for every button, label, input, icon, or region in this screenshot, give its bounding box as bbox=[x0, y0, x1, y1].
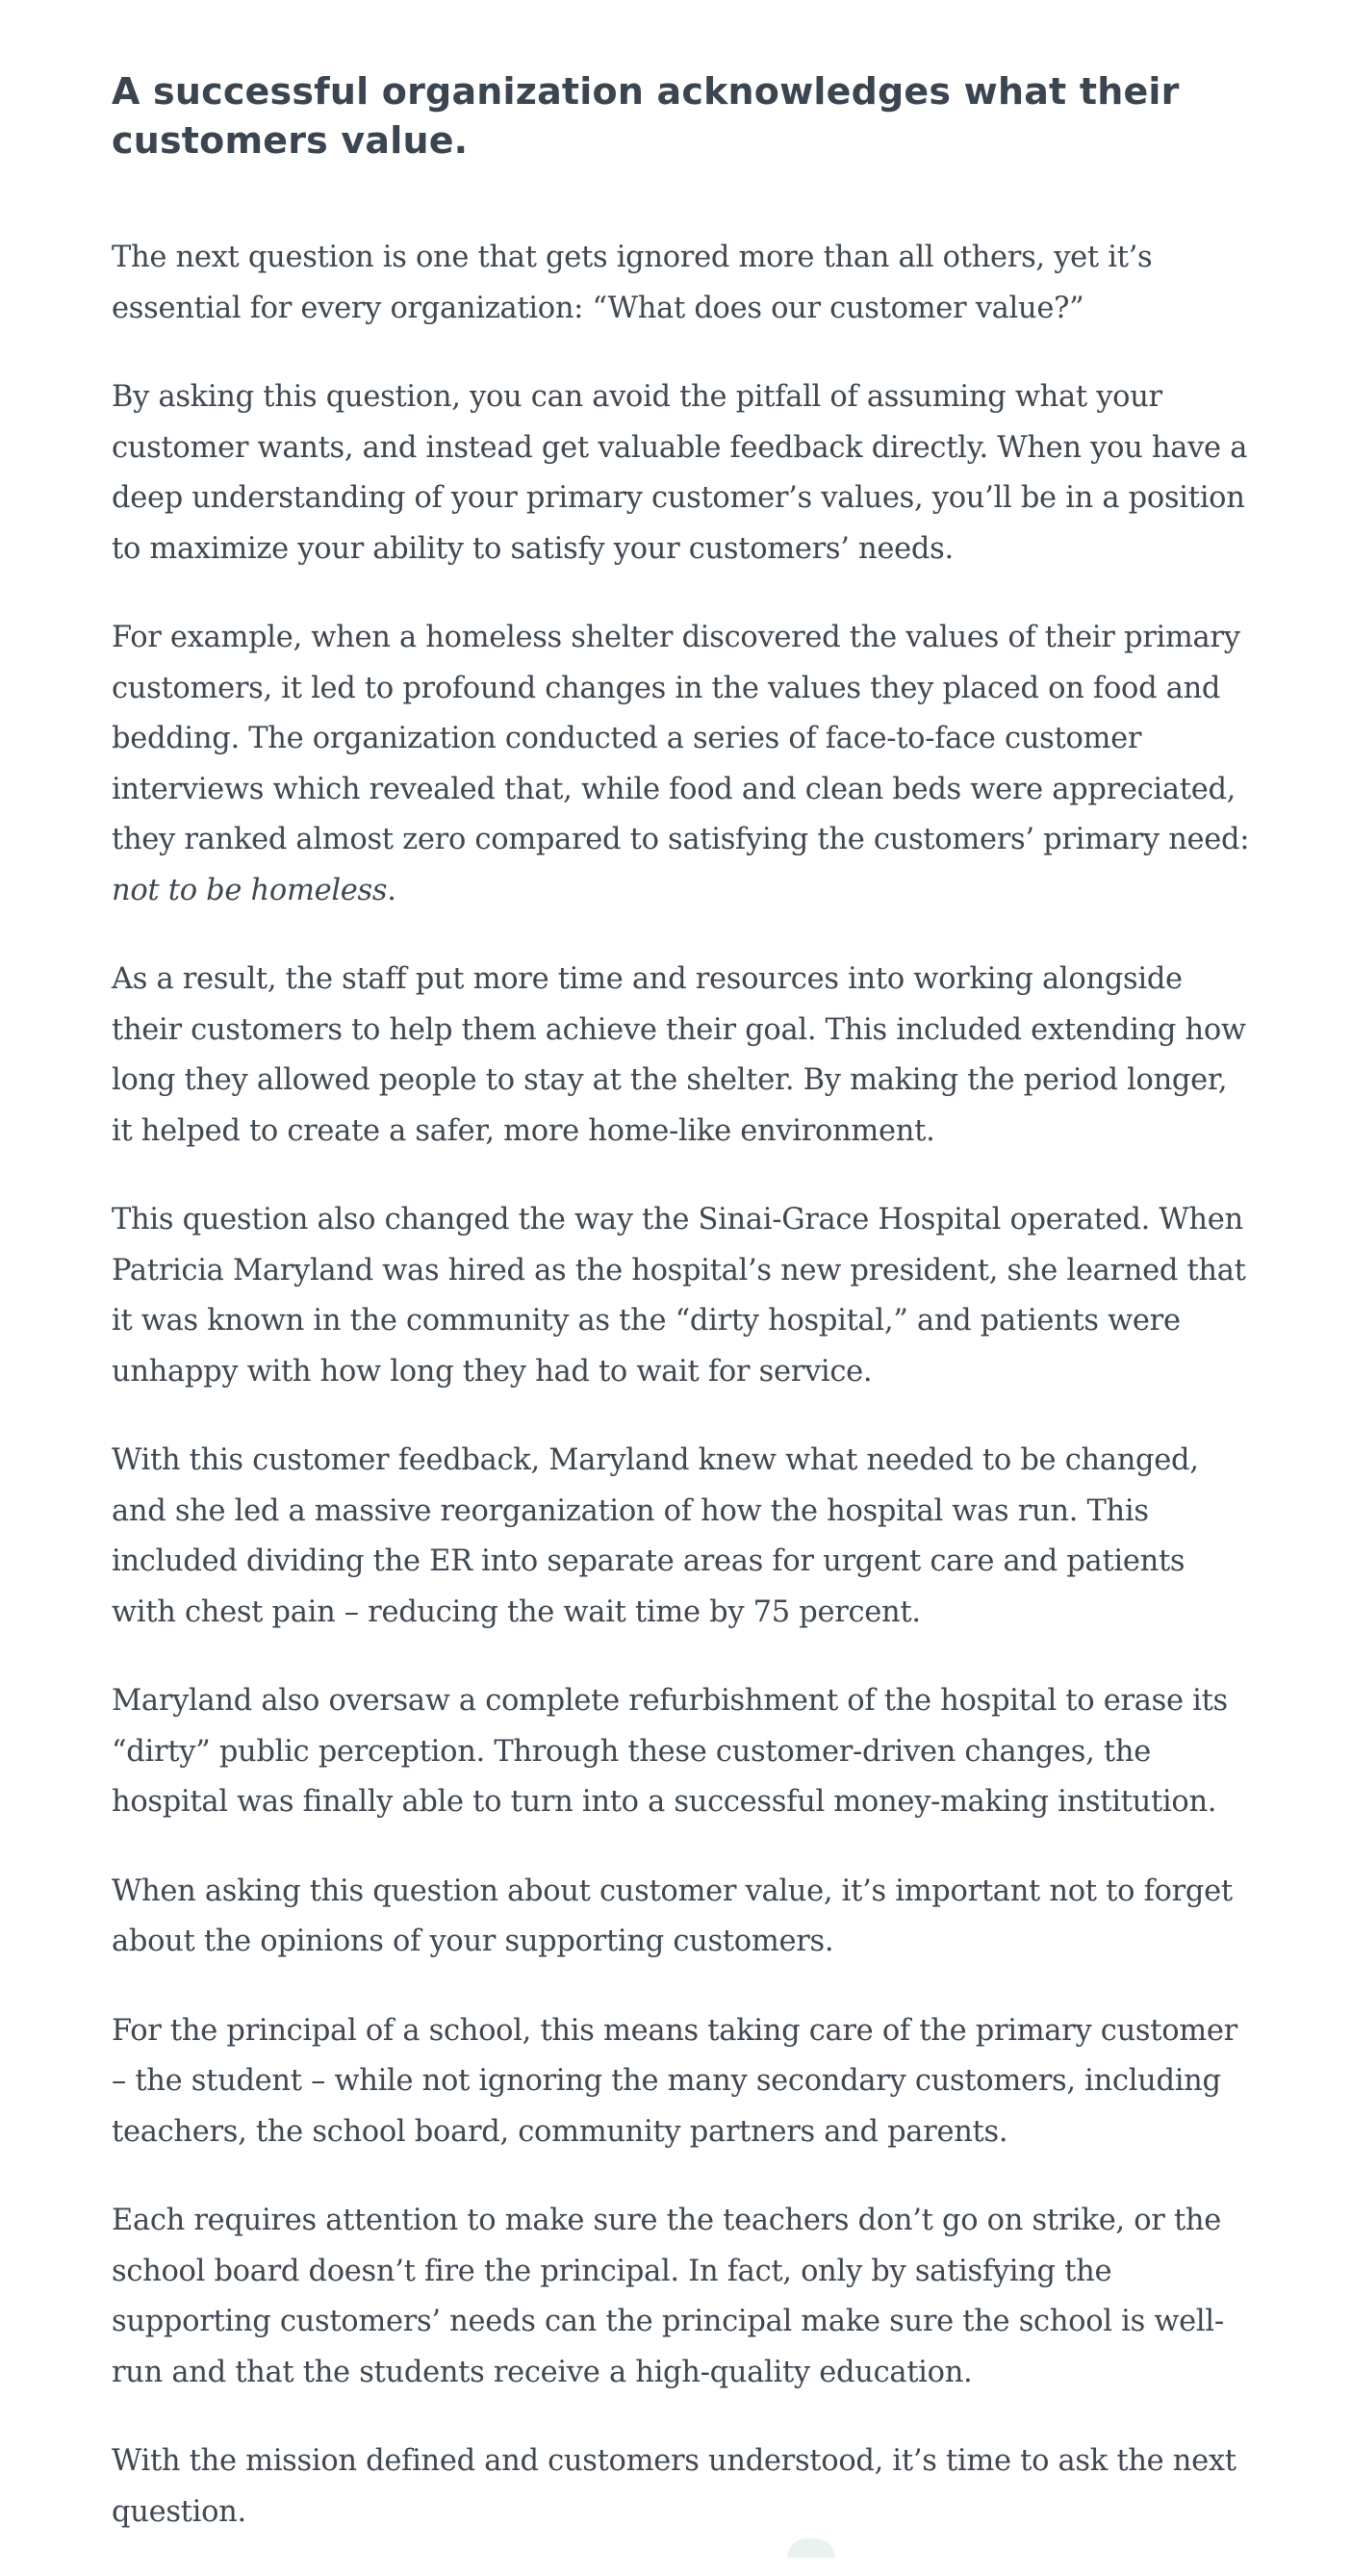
article-paragraph-6: With this customer feedback, Maryland knew what needed to be changed, and she led a massive reorganization of how the hospital was run. This included dividing the ER into separate areas for urgent care and patients with chest pain – reducing the wait time by 75 percent. bbox=[112, 1443, 1199, 1629]
article-paragraph-9: For the principal of a school, this means taking care of the primary customer – the student – while not ignoring the many secondary customers, including teachers, the school board, community partners and parents. bbox=[112, 2013, 1237, 2149]
article-paragraph-2: By asking this question, you can avoid the pitfall of assuming what your customer wants, and instead get valuable feedback directly. When you have a deep understanding of your primary customer’s values, you’ll be in a position to maximize your ability to satisfy your customers’ needs. bbox=[112, 380, 1248, 566]
article-paragraph-11: With the mission defined and customers understood, it’s time to ask the next question. bbox=[112, 2444, 1236, 2529]
article-paragraph-3 bbox=[112, 613, 1257, 916]
article-paragraph-8: When asking this question about customer value, it’s important not to forget about the opinions of your supporting customers. bbox=[112, 1874, 1233, 1958]
article-paragraph-5: This question also changed the way the Sinai-Grace Hospital operated. When Patricia Maryland was hired as the hospital’s new president, she learned that it was known in the community as the “dirty hospital,” and patients were unhappy with how long they had to wait for service. bbox=[112, 1203, 1246, 1389]
article-heading: A successful organization acknowledges what their customers value. bbox=[112, 70, 1180, 162]
paragraph-text-end: . bbox=[387, 873, 396, 907]
emphasis-text: not to be homeless bbox=[112, 873, 388, 907]
article-paragraph-10: Each requires attention to make sure the teachers don’t go on strike, or the school board doesn’t fire the principal. In fact, only by satisfying the supporting customers’ needs can the principal make sure the school is well-run and that the students receive a high-quality education. bbox=[112, 2204, 1224, 2389]
article-paragraph-1: The next question is one that gets ignored more than all others, yet it’s essential for every organization: “What does our customer value?” bbox=[112, 241, 1153, 325]
article-paragraph-4: As a result, the staff put more time and resources into working alongside their customers to help them achieve their goal. This included extending how long they allowed people to stay at the shelter. By making the period longer, it helped to create a safer, more home-like environment. bbox=[112, 962, 1246, 1148]
article-paragraph-7: Maryland also oversaw a complete refurbishment of the hospital to erase its “dirty” public perception. Through these customer-driven changes, the hospital was finally able to turn into a successful money-making institution. bbox=[112, 1684, 1228, 1819]
paragraph-text: For example, when a homeless shelter discovered the values of their primary customers, it led to profound changes in the values they placed on food and bedding. The organization conducted a series of face-to-face customer interviews which revealed that, while food and clean beds were appreciated, they ranked almost zero compared to satisfying the customers’ primary need: bbox=[112, 621, 1250, 856]
article bbox=[112, 67, 1257, 2576]
